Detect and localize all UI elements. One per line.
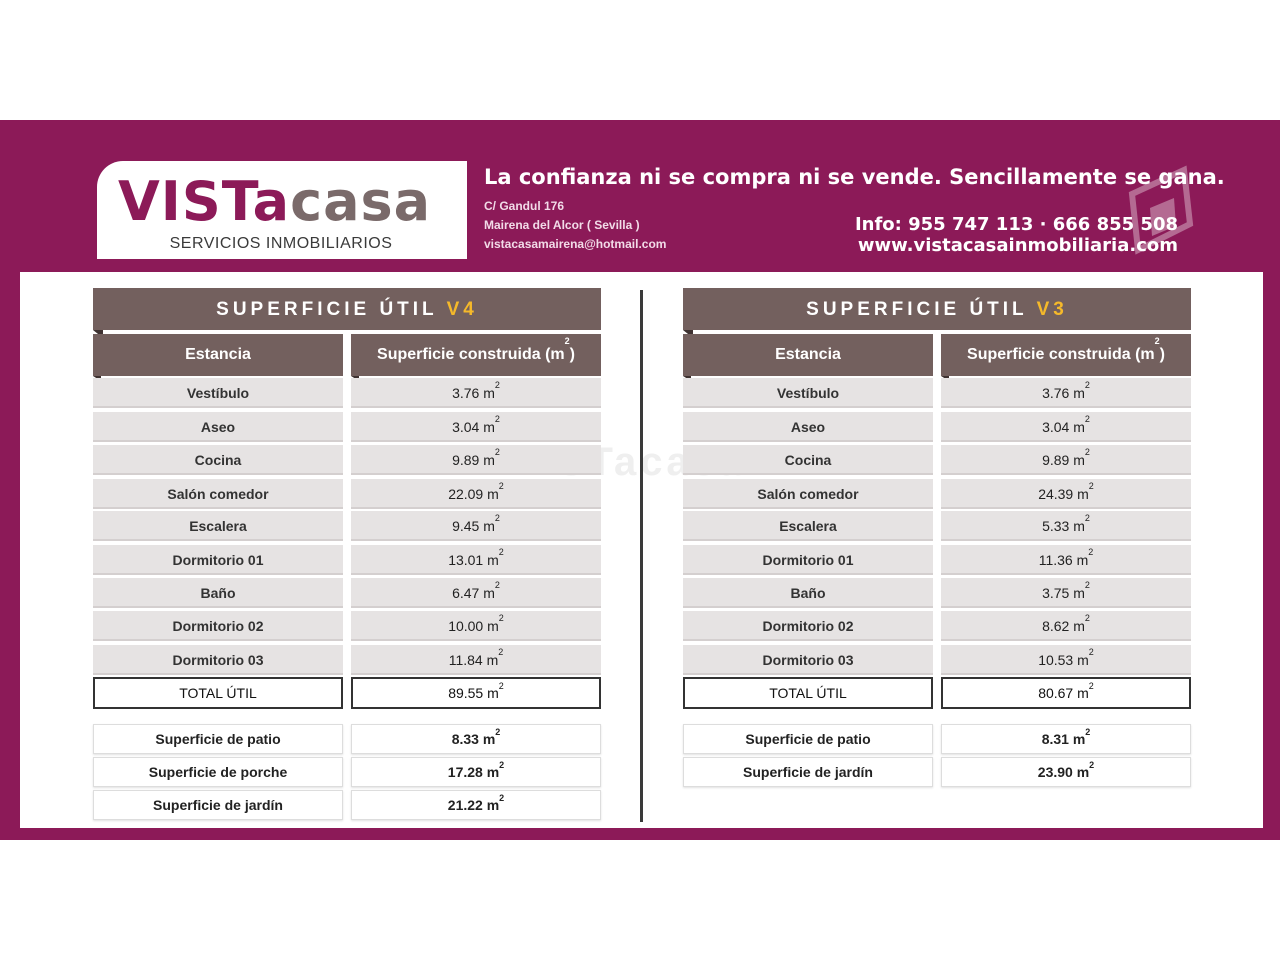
unit-superscript: 2 xyxy=(1084,380,1090,390)
room-surface xyxy=(351,511,601,541)
cell-value: 17.28 m xyxy=(447,764,500,780)
unit-superscript: 2 xyxy=(498,481,504,491)
room-surface xyxy=(351,445,601,475)
cell-value: 6.47 m xyxy=(452,585,495,601)
brand-logo xyxy=(118,170,431,234)
extra-label: Superficie de jardín xyxy=(93,790,343,820)
unit-superscript: 2 xyxy=(1084,414,1090,424)
cell-value: 11.84 m xyxy=(448,652,499,668)
unit-superscript: 2 xyxy=(499,760,505,770)
unit-superscript: 2 xyxy=(564,336,570,346)
cell-value: 9.45 m xyxy=(452,518,495,534)
table-title-text: SUPERFICIE ÚTIL xyxy=(216,299,447,320)
room-name: Vestíbulo xyxy=(93,378,343,408)
brand-subtitle: SERVICIOS INMOBILIARIOS xyxy=(169,235,393,252)
room-surface xyxy=(351,479,601,509)
room-name: Dormitorio 02 xyxy=(93,611,343,641)
extra-value xyxy=(351,790,601,820)
column-divider xyxy=(640,290,643,822)
extra-value xyxy=(941,757,1191,787)
unit-superscript: 2 xyxy=(498,547,504,557)
website-text: www.vistacasainmobiliaria.com xyxy=(857,235,1178,256)
unit-superscript: 2 xyxy=(494,380,500,390)
cell-value: 3.76 m xyxy=(1042,385,1085,401)
unit-superscript: 2 xyxy=(1084,447,1090,457)
room-name: Escalera xyxy=(683,511,933,541)
cell-value: 8.31 m xyxy=(1041,731,1086,747)
header-estancia: Estancia xyxy=(683,334,933,376)
extra-label: Superficie de patio xyxy=(683,724,933,754)
total-value xyxy=(351,677,601,709)
header-superficie-close: ) xyxy=(569,346,575,363)
unit-superscript: 2 xyxy=(498,681,504,691)
unit-superscript: 2 xyxy=(1088,681,1094,691)
room-name: Cocina xyxy=(93,445,343,475)
room-name: Baño xyxy=(683,578,933,608)
cell-value: 8.33 m xyxy=(451,731,496,747)
extra-label: Superficie de porche xyxy=(93,757,343,787)
header-superficie xyxy=(941,334,1191,376)
address-line-1: C/ Gandul 176 xyxy=(484,199,565,213)
brand-part-1: VISTa xyxy=(118,170,291,233)
room-surface xyxy=(941,511,1191,541)
unit-superscript: 2 xyxy=(1154,336,1160,346)
address-line-2: Mairena del Alcor ( Sevilla ) xyxy=(484,218,640,232)
unit-superscript: 2 xyxy=(498,613,504,623)
surface-table-v4 xyxy=(93,288,601,813)
total-label: TOTAL ÚTIL xyxy=(93,677,343,709)
header-estancia: Estancia xyxy=(93,334,343,376)
unit-superscript: 2 xyxy=(494,447,500,457)
room-surface xyxy=(941,645,1191,675)
room-name: Dormitorio 03 xyxy=(93,645,343,675)
cell-value: 11.36 m xyxy=(1038,552,1089,568)
cell-value: 24.39 m xyxy=(1038,486,1089,502)
room-surface xyxy=(941,412,1191,442)
cell-value: 23.90 m xyxy=(1037,764,1090,780)
cell-value: 5.33 m xyxy=(1042,518,1085,534)
unit-superscript: 2 xyxy=(1084,513,1090,523)
tagline: La confianza ni se compra ni se vende. Sencillamente se gana. xyxy=(484,165,1225,189)
cell-value: 89.55 m xyxy=(448,685,499,701)
room-surface xyxy=(351,378,601,408)
cell-value: 3.04 m xyxy=(1042,419,1085,435)
extra-label: Superficie de patio xyxy=(93,724,343,754)
room-surface xyxy=(351,412,601,442)
room-name: Salón comedor xyxy=(683,479,933,509)
cell-value: 8.62 m xyxy=(1042,618,1085,634)
unit-superscript: 2 xyxy=(1084,580,1090,590)
table-variant: V4 xyxy=(446,299,478,320)
extra-value xyxy=(351,724,601,754)
table-title xyxy=(683,288,1191,330)
room-surface xyxy=(941,479,1191,509)
room-surface xyxy=(941,611,1191,641)
room-name: Aseo xyxy=(93,412,343,442)
unit-superscript: 2 xyxy=(1084,613,1090,623)
room-name: Dormitorio 03 xyxy=(683,645,933,675)
cell-value: 9.89 m xyxy=(452,452,495,468)
cell-value: 3.76 m xyxy=(452,385,495,401)
total-label: TOTAL ÚTIL xyxy=(683,677,933,709)
cell-value: 22.09 m xyxy=(448,486,499,502)
unit-superscript: 2 xyxy=(1088,547,1094,557)
unit-superscript: 2 xyxy=(494,414,500,424)
email-text: vistacasamairena@hotmail.com xyxy=(484,237,667,251)
house-watermark-icon xyxy=(1124,164,1198,256)
total-value xyxy=(941,677,1191,709)
cell-value: 80.67 m xyxy=(1038,685,1089,701)
room-surface xyxy=(941,445,1191,475)
cell-value: 9.89 m xyxy=(1042,452,1085,468)
room-name: Baño xyxy=(93,578,343,608)
room-name: Aseo xyxy=(683,412,933,442)
unit-superscript: 2 xyxy=(495,727,501,737)
unit-superscript: 2 xyxy=(498,647,504,657)
unit-superscript: 2 xyxy=(1088,481,1094,491)
room-name: Dormitorio 01 xyxy=(683,545,933,575)
room-name: Vestíbulo xyxy=(683,378,933,408)
surface-table-v3 xyxy=(683,288,1191,780)
brand-part-2: casa xyxy=(290,170,432,233)
room-surface xyxy=(351,545,601,575)
phone-text: Info: 955 747 113 · 666 855 508 xyxy=(854,214,1178,235)
extra-value xyxy=(941,724,1191,754)
room-name: Escalera xyxy=(93,511,343,541)
extra-label: Superficie de jardín xyxy=(683,757,933,787)
cell-value: 10.00 m xyxy=(448,618,499,634)
room-name: Salón comedor xyxy=(93,479,343,509)
room-name: Dormitorio 01 xyxy=(93,545,343,575)
cell-value: 13.01 m xyxy=(448,552,499,568)
header-superficie-text: Superficie construida (m xyxy=(967,346,1155,363)
room-surface xyxy=(351,611,601,641)
header-superficie-text: Superficie construida (m xyxy=(377,346,565,363)
unit-superscript: 2 xyxy=(1088,647,1094,657)
unit-superscript: 2 xyxy=(1089,760,1095,770)
unit-superscript: 2 xyxy=(499,793,505,803)
cell-value: 3.04 m xyxy=(452,419,495,435)
table-title-text: SUPERFICIE ÚTIL xyxy=(806,299,1037,320)
room-surface xyxy=(941,378,1191,408)
room-surface xyxy=(941,578,1191,608)
header-superficie-close: ) xyxy=(1159,346,1165,363)
cell-value: 10.53 m xyxy=(1038,652,1089,668)
unit-superscript: 2 xyxy=(494,580,500,590)
room-surface xyxy=(941,545,1191,575)
unit-superscript: 2 xyxy=(494,513,500,523)
room-surface xyxy=(351,578,601,608)
room-name: Dormitorio 02 xyxy=(683,611,933,641)
room-name: Cocina xyxy=(683,445,933,475)
unit-superscript: 2 xyxy=(1085,727,1091,737)
table-title xyxy=(93,288,601,330)
cell-value: 3.75 m xyxy=(1042,585,1085,601)
cell-value: 21.22 m xyxy=(447,797,500,813)
extra-value xyxy=(351,757,601,787)
header-superficie xyxy=(351,334,601,376)
table-variant: V3 xyxy=(1036,299,1068,320)
room-surface xyxy=(351,645,601,675)
